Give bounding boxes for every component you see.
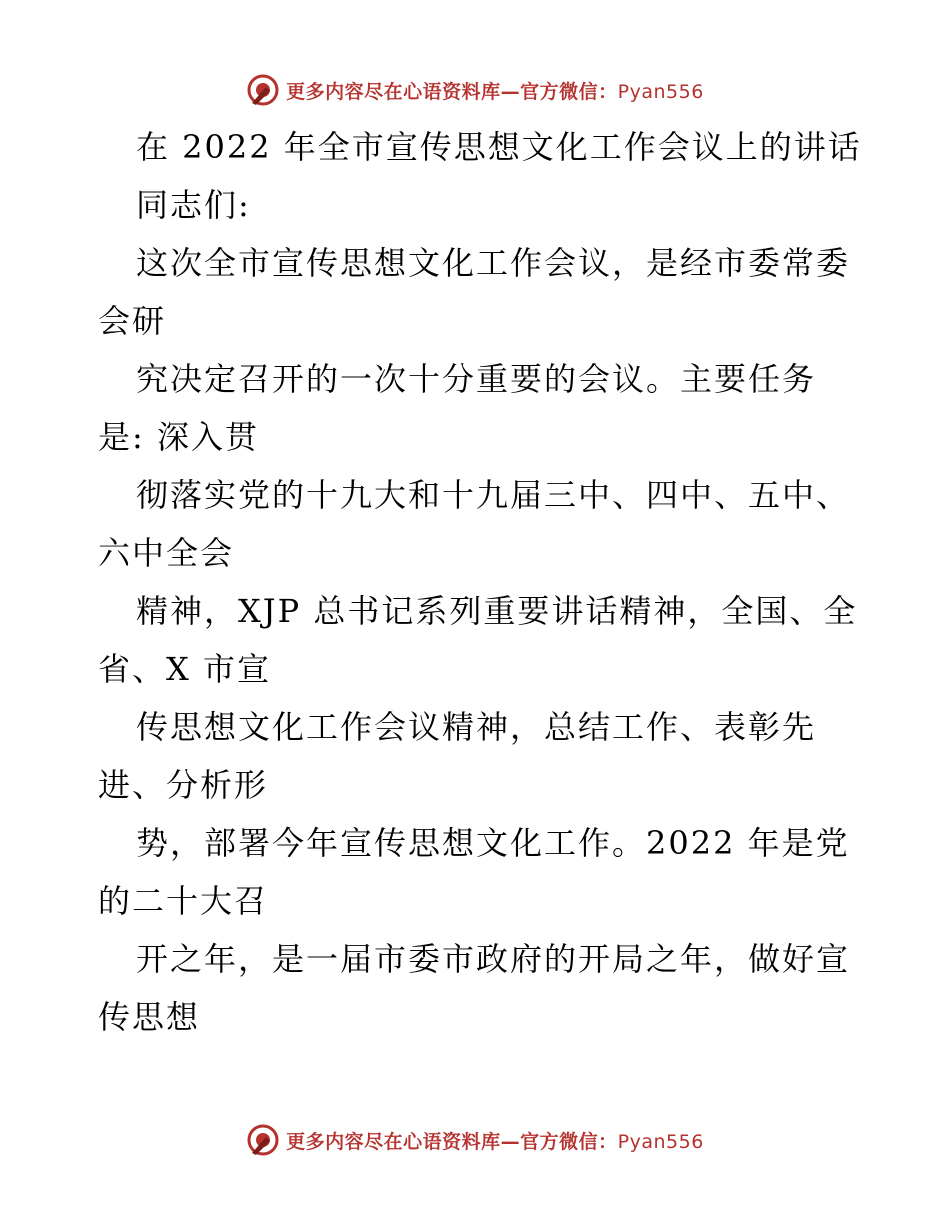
paragraph-line: 进、分析形 xyxy=(98,766,269,804)
paragraph-line: 是: 深入贯 xyxy=(98,418,259,456)
document-body xyxy=(98,118,862,1046)
paragraph-line: 究决定召开的一次十分重要的会议。主要任务 xyxy=(136,360,817,398)
paragraph-line: 这次全市宣传思想文化工作会议，是经市委常委 xyxy=(136,244,851,282)
paragraph-line: 精神，XJP 总书记系列重要讲话精神，全国、全 xyxy=(136,592,858,630)
header-watermark xyxy=(0,70,950,110)
paragraph-line: 同志们: xyxy=(136,186,251,224)
pen-logo-icon xyxy=(246,73,280,107)
paragraph-line: 传思想文化工作会议精神，总结工作、表彰先 xyxy=(136,708,817,746)
watermark-text: 更多内容尽在心语资料库—官方微信：Pyan556 xyxy=(286,80,704,103)
paragraph-line: 势，部署今年宣传思想文化工作。2022 年是党 xyxy=(136,824,850,862)
paragraph-line: 的二十大召 xyxy=(98,882,269,920)
paragraph-line: 开之年，是一届市委市政府的开局之年，做好宣 xyxy=(136,940,851,978)
paragraph-line: 彻落实党的十九大和十九届三中、四中、五中、 xyxy=(136,476,851,514)
paragraph-line: 六中全会 xyxy=(98,534,235,572)
paragraph-line: 传思想 xyxy=(98,998,201,1036)
paragraph-line: 会研 xyxy=(98,302,167,340)
footer-watermark xyxy=(0,1120,950,1160)
paragraph-line: 省、X 市宣 xyxy=(98,650,271,688)
document-title: 在 2022 年全市宣传思想文化工作会议上的讲话 xyxy=(136,128,862,166)
pen-logo-icon xyxy=(246,1123,280,1157)
watermark-text: 更多内容尽在心语资料库—官方微信：Pyan556 xyxy=(286,1130,704,1153)
